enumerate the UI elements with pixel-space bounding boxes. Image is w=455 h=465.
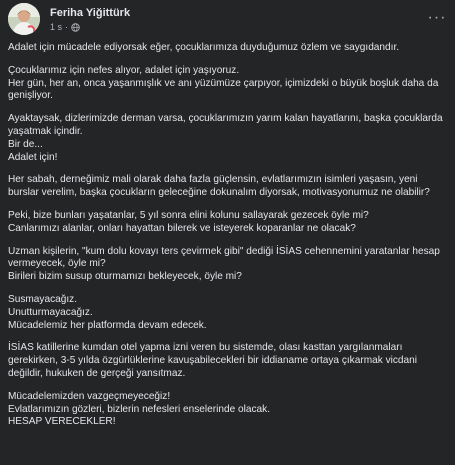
- more-options-icon[interactable]: ···: [427, 9, 447, 26]
- author-name[interactable]: Feriha Yiğittürk: [50, 7, 131, 19]
- post-paragraph: Her sabah, derneğimiz mali olarak daha fazla güçlensin, evlatlarımızın isimleri yaşasın, yeni burslar verelim, başka çocukların geleceğine dokunalım diyorsak, motivasyonumuz ne olabilir?: [8, 174, 430, 199]
- post-time[interactable]: 1 s: [50, 22, 63, 32]
- post-paragraph: Mücadelemizden vazgeçmeyeceğiz! Evlatlarımızın gözleri, bizlerin nefesleri enselerinde olacak. HESAP VERECEKLER!: [8, 390, 270, 428]
- post-paragraph: Susmayacağız. Unutturmayacağız. Mücadelemiz her platformda devam edecek.: [8, 293, 207, 331]
- post-meta: 1 s ·: [50, 22, 80, 32]
- post-content: [8, 42, 448, 429]
- post-paragraph: İSİAS katillerine kumdan otel yapma izni veren bu sistemde, olası kasttan yargılanmaları gerekirken, 3-5 yılda özgürlüklerine kavuşabilecekleri bir iddianame ortaya çıkarmak vicdani değildir, hukuken de gerçeği yansıtmaz.: [8, 342, 417, 379]
- post-paragraph: Ayaktaysak, dizlerimizde derman varsa, çocuklarımızın yarım kalan hayatlarını, başka çocuklarda yaşatmak içindir. Bir de... Adalet için!: [8, 113, 443, 163]
- post-paragraph: Uzman kişilerin, "kum dolu kovayı ters çevirmek gibi" dediği İSİAS cehennemini yaratanlar hesap vermeyecek, öyle mi? Birileri bizim susup oturmamızı bekleyecek, öyle mi?: [8, 245, 440, 283]
- post-paragraph: Çocuklarımız için nefes alıyor, adalet için yaşıyoruz. Her gün, her an, onca yaşanmışlık ve anı yüzümüze çarpıyor, içimizdeki o büyük boşluk daha da genişliyor.: [8, 64, 439, 102]
- avatar[interactable]: [8, 3, 40, 35]
- post-header: [8, 3, 447, 35]
- globe-icon: [71, 23, 80, 32]
- post-paragraph: Adalet için mücadele ediyorsak eğer, çocuklarımıza duyduğumuz özlem ve saygıdandır.: [8, 42, 400, 53]
- post-paragraph: Peki, bize bunları yaşatanlar, 5 yıl sonra elini kolunu sallayarak gezecek öyle mi? Canlarımızı alanlar, onları hayattan bilerek ve isteyerek koparanlar ne olacak?: [8, 209, 369, 234]
